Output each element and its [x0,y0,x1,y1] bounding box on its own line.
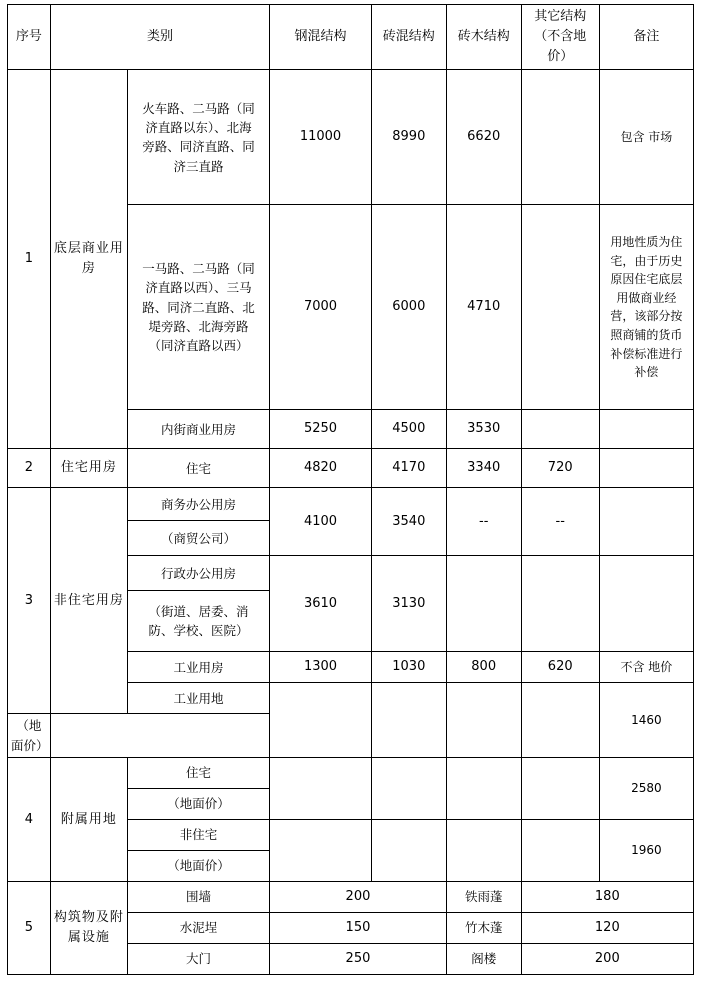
value-remark [599,410,693,449]
value-other [521,70,599,205]
value-other [521,205,599,410]
subcategory-label-secondary: （地面价） [127,789,269,820]
value-remark: 包含 市场 [599,70,693,205]
category-text: 附属用地 [60,811,117,827]
value-other [521,758,599,820]
structure-value-b: 120 [521,913,693,944]
structure-value-b: 180 [521,882,693,913]
structure-value-a: 200 [270,882,447,913]
subcategory-label [127,70,269,205]
category-text: 构筑物及附属设施 [53,910,124,946]
value-concrete: 5250 [270,410,372,449]
value-brick-concrete: 4170 [371,449,446,488]
row-index-2: 2 [8,449,51,488]
value-remark: 2580 [599,758,693,820]
value-brick-concrete: 3540 [371,488,446,556]
category-label-2 [50,449,127,488]
value-brick-concrete: 3130 [371,556,446,652]
structure-name-a: 水泥埕 [127,913,269,944]
value-concrete: 1300 [270,652,372,683]
header-other: 其它结构（不含地价） [521,5,599,70]
value-brick-wood: 800 [446,652,521,683]
value-other: 720 [521,449,599,488]
header-index: 序号 [8,5,51,70]
structure-value-b: 200 [521,944,693,975]
category-label-5 [50,882,127,975]
subcategory-label-secondary: （商贸公司） [127,521,269,556]
subcategory-label: 住宅 [127,449,269,488]
header-brick-concrete: 砖混结构 [371,5,446,70]
value-brick-wood [446,820,521,882]
structure-value-a: 250 [270,944,447,975]
subcategory-label: 非住宅 [127,820,269,851]
value-brick-wood: -- [446,488,521,556]
value-other [521,556,599,652]
subcategory-text: 一马路、二马路（同济直路以西）、三马路、同济二直路、北堤旁路、北海旁路（同济直路以西） [142,260,255,354]
value-concrete: 3610 [270,556,372,652]
subcategory-text: （街道、居委、消防、学校、医院） [148,604,249,639]
value-brick-concrete [371,820,446,882]
value-brick-wood: 6620 [446,70,521,205]
value-brick-wood [446,556,521,652]
row-index-4: 4 [8,758,51,882]
structure-name-a: 围墙 [127,882,269,913]
subcategory-label: 住宅 [127,758,269,789]
subcategory-label-secondary [127,591,269,652]
category-label-3 [50,488,127,714]
row-index-5: 5 [8,882,51,975]
value-remark: 1960 [599,820,693,882]
category-text: 住宅用房 [60,460,117,476]
value-remark [599,449,693,488]
value-remark [599,488,693,556]
value-concrete: 4820 [270,449,372,488]
value-brick-wood: 3530 [446,410,521,449]
value-remark [599,556,693,652]
row-index-1: 1 [8,70,51,449]
value-concrete: 11000 [270,70,372,205]
value-brick-wood: 3340 [446,449,521,488]
subcategory-label: 工业用地 [127,683,269,714]
value-other [521,410,599,449]
value-other [521,820,599,882]
value-brick-wood [446,758,521,820]
value-brick-concrete: 4500 [371,410,446,449]
structure-name-b: 铁雨蓬 [446,882,521,913]
header-concrete: 钢混结构 [270,5,372,70]
value-concrete: 7000 [270,205,372,410]
structure-name-a: 大门 [127,944,269,975]
row-index-3: 3 [8,488,51,714]
subcategory-label: 内街商业用房 [127,410,269,449]
subcategory-label-secondary: （地面价） [127,851,269,882]
subcategory-label: 商务办公用房 [127,488,269,521]
value-brick-concrete [371,758,446,820]
structure-value-a: 150 [270,913,447,944]
compensation-table [7,4,694,975]
value-brick-concrete [371,683,446,758]
category-label-4 [50,758,127,882]
subcategory-label: 工业用房 [127,652,269,683]
table-row [8,449,694,488]
table-row [8,70,694,205]
structure-name-b: 竹木蓬 [446,913,521,944]
subcategory-text: 火车路、二马路（同济直路以东）、北海旁路、同济直路、同济三直路 [142,100,255,174]
header-brick-wood: 砖木结构 [446,5,521,70]
category-text: 底层商业用房 [53,241,124,277]
value-brick-wood: 4710 [446,205,521,410]
category-text: 非住宅用房 [53,592,124,608]
table-row [8,758,694,789]
subcategory-label-secondary: （地面价） [8,714,51,758]
value-concrete [270,758,372,820]
value-remark: 1460 [599,683,693,758]
value-brick-concrete: 8990 [371,70,446,205]
value-other: 620 [521,652,599,683]
value-remark [599,205,693,410]
value-brick-concrete: 6000 [371,205,446,410]
value-other [521,683,599,758]
value-brick-concrete: 1030 [371,652,446,683]
value-remark: 不含 地价 [599,652,693,683]
table-row [8,488,694,521]
remark-text: 用地性质为住宅，由于历史原因住宅底层用做商业经营，该部分按照商铺的货币补偿标准进行补偿 [610,235,683,380]
category-label-1 [50,70,127,449]
value-brick-wood [446,683,521,758]
header-category: 类别 [50,5,269,70]
value-concrete [270,820,372,882]
structure-name-b: 阁楼 [446,944,521,975]
header-remark: 备注 [599,5,693,70]
subcategory-label: 行政办公用房 [127,556,269,591]
value-concrete [270,683,372,758]
subcategory-label [127,205,269,410]
value-concrete: 4100 [270,488,372,556]
value-other: -- [521,488,599,556]
table-row [8,882,694,913]
table-header-row [8,5,694,70]
